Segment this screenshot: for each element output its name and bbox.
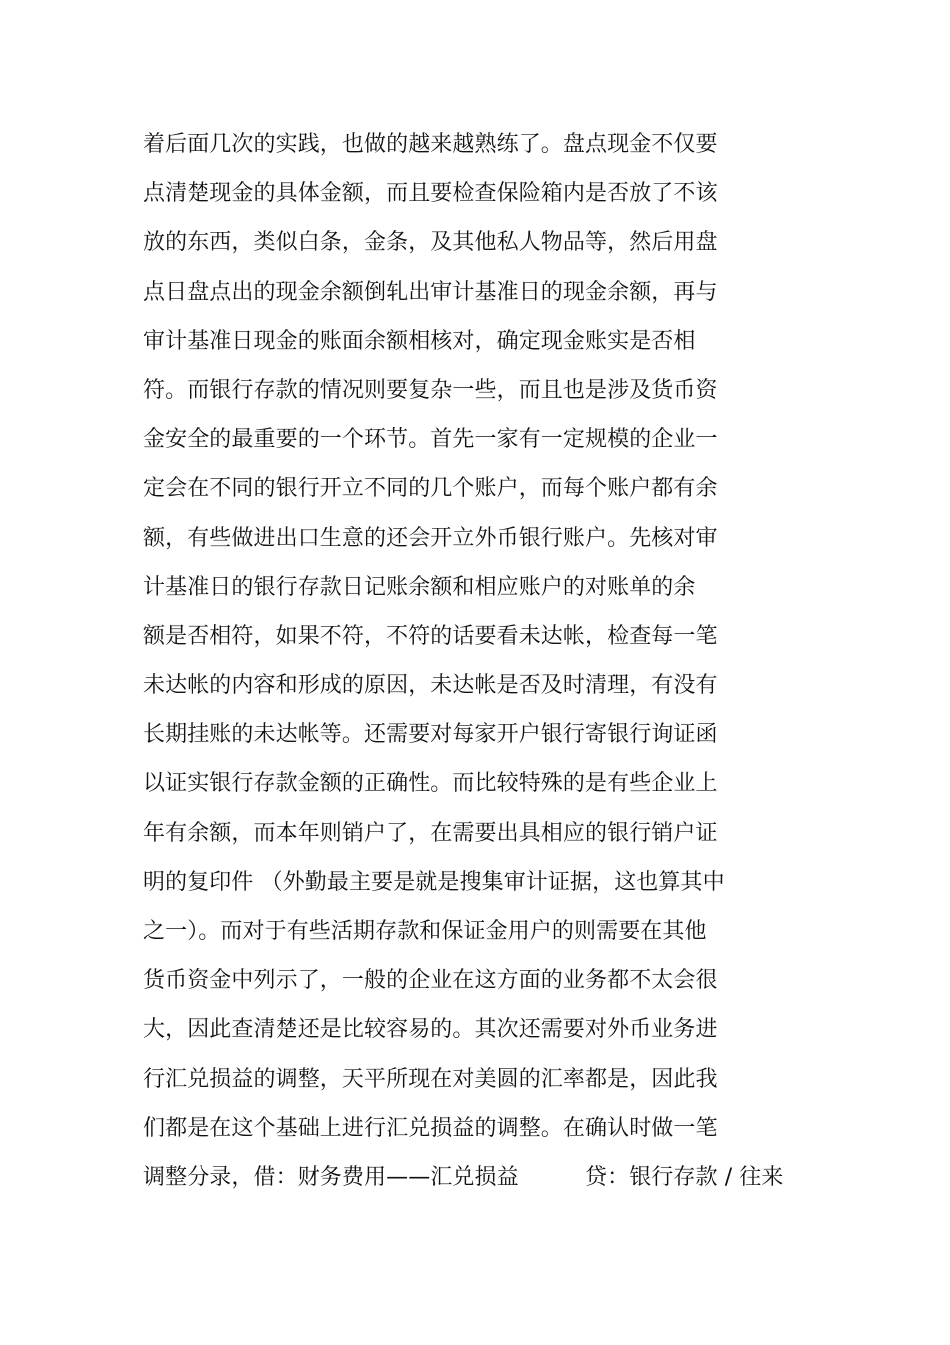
body-text [143,120,823,1202]
text-line: 审计基准日现金的账面余额相核对，确定现金账实是否相 [143,328,696,354]
text-line: 之一）。而对于有些活期存款和保证金用户的则需要在其他 [143,919,707,944]
text-line: 大，因此查清楚还是比较容易的。其次还需要对外币业务进 [143,1017,718,1043]
text-line: 调整分录，借：财务费用——汇兑损益 贷：银行存款 / 往来 [143,1164,784,1190]
text-line: 年有余额，而本年则销户了，在需要出具相应的银行销户证 [143,820,718,846]
text-line: 计基准日的银行存款日记账余额和相应账户的对账单的余 [143,574,696,600]
text-line: 点日盘点出的现金余额倒轧出审计基准日的现金余额，再与 [143,279,718,305]
text-line: 着后面几次的实践，也做的越来越熟练了。盘点现金不仅要 [143,132,718,157]
text-line: 行汇兑损益的调整，天平所现在对美圆的汇率都是，因此我 [143,1066,718,1092]
text-line: 以证实银行存款金额的正确性。而比较特殊的是有些企业上 [143,771,718,797]
text-line: 点清楚现金的具体金额，而且要检查保险箱内是否放了不该 [143,181,718,207]
text-line: 额，有些做进出口生意的还会开立外币银行账户。先核对审 [143,525,718,551]
text-line: 金安全的最重要的一个环节。首先一家有一定规模的企业一 [143,427,718,453]
text-line: 定会在不同的银行开立不同的几个账户，而每个账户都有余 [143,476,718,502]
text-line: 未达帐的内容和形成的原因，未达帐是否及时清理，有没有 [143,673,718,699]
text-line: 额是否相符，如果不符，不符的话要看未达帐，检查每一笔 [143,623,718,649]
text-line: 们都是在这个基础上进行汇兑损益的调整。在确认时做一笔 [143,1115,718,1141]
text-line: 明的复印件 （外勤最主要是就是搜集审计证据，这也算其中 [143,869,725,895]
text-line: 长期挂账的未达帐等。还需要对每家开户银行寄银行询证函 [143,722,718,748]
text-line: 货币资金中列示了，一般的企业在这方面的业务都不太会很 [143,968,718,994]
text-line: 符。而银行存款的情况则要复杂一些，而且也是涉及货币资 [143,377,718,403]
text-line: 放的东西，类似白条，金条，及其他私人物品等，然后用盘 [143,230,718,256]
